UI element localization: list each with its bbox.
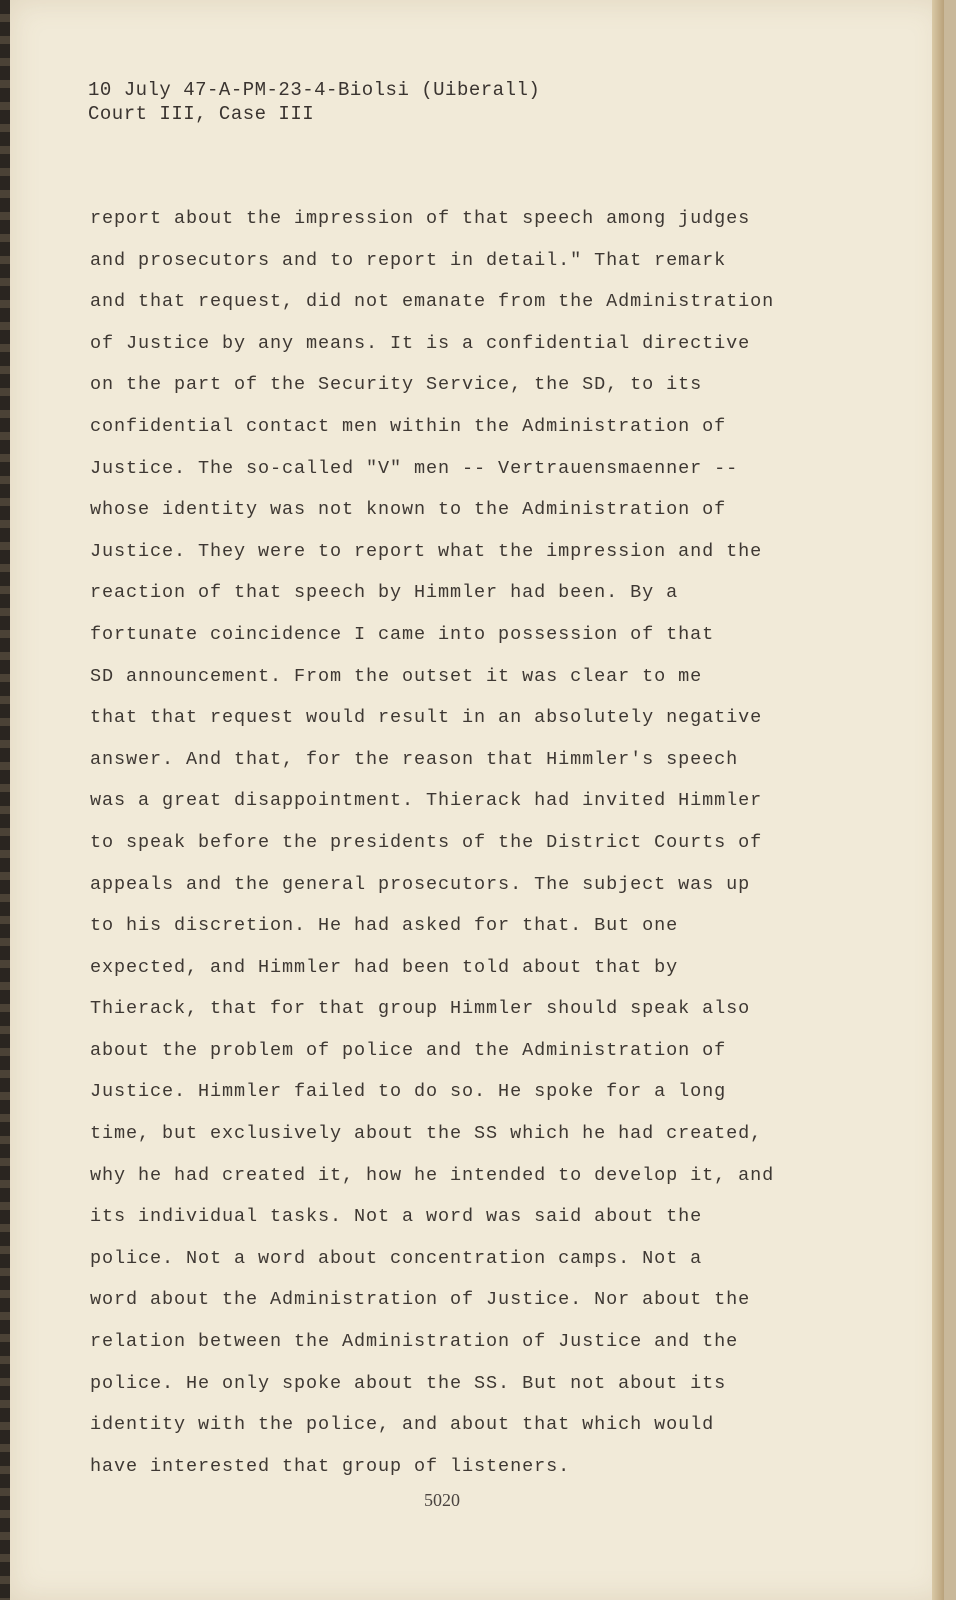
text-line: confidential contact men within the Administration of bbox=[90, 415, 727, 437]
text-line: reaction of that speech by Himmler had been. By a bbox=[90, 582, 679, 604]
page-number: 5020 bbox=[424, 1490, 460, 1510]
text-line: of Justice by any means. It is a confidential directive bbox=[90, 332, 751, 354]
document-header bbox=[88, 78, 540, 126]
text-line: appeals and the general prosecutors. The subject was up bbox=[90, 873, 751, 895]
text-line: and that request, did not emanate from the Administration bbox=[90, 291, 775, 313]
page-edge-shadow bbox=[932, 0, 944, 1600]
binding-edge bbox=[0, 0, 10, 1600]
header-line-date-reference: 10 July 47-A-PM-23-4-Biolsi (Uiberall) bbox=[88, 79, 541, 101]
text-line: whose identity was not known to the Administration of bbox=[90, 499, 727, 521]
header-line-court-case: Court III, Case III bbox=[88, 103, 315, 125]
text-line: SD announcement. From the outset it was clear to me bbox=[90, 665, 703, 687]
text-line: Justice. The so-called "V" men -- Vertrauensmaenner -- bbox=[90, 457, 739, 479]
text-line: why he had created it, how he intended to develop it, and bbox=[90, 1164, 775, 1186]
text-line: to his discretion. He had asked for that. But one bbox=[90, 915, 679, 937]
text-line: on the part of the Security Service, the SD, to its bbox=[90, 374, 703, 396]
text-line: have interested that group of listeners. bbox=[90, 1455, 571, 1477]
text-line: expected, and Himmler had been told about that by bbox=[90, 956, 679, 978]
text-line: report about the impression of that speech among judges bbox=[90, 208, 751, 229]
text-line: was a great disappointment. Thierack had invited Himmler bbox=[90, 790, 763, 812]
text-line: its individual tasks. Not a word was said about the bbox=[90, 1206, 703, 1228]
text-line: Justice. Himmler failed to do so. He spoke for a long bbox=[90, 1081, 727, 1103]
text-line: Thierack, that for that group Himmler should speak also bbox=[90, 998, 751, 1020]
text-line: answer. And that, for the reason that Himmler's speech bbox=[90, 748, 739, 770]
text-line: time, but exclusively about the SS which he had created, bbox=[90, 1123, 763, 1145]
text-line: and prosecutors and to report in detail." That remark bbox=[90, 249, 727, 271]
text-line: about the problem of police and the Administration of bbox=[90, 1039, 727, 1061]
text-line: police. Not a word about concentration camps. Not a bbox=[90, 1247, 703, 1269]
text-line: that that request would result in an absolutely negative bbox=[90, 707, 763, 729]
text-line: Justice. They were to report what the impression and the bbox=[90, 540, 763, 562]
document-page bbox=[10, 0, 944, 1600]
text-line: police. He only spoke about the SS. But not about its bbox=[90, 1372, 727, 1394]
transcript-body bbox=[90, 198, 810, 1487]
text-line: relation between the Administration of Justice and the bbox=[90, 1331, 739, 1353]
text-line: fortunate coincidence I came into possession of that bbox=[90, 623, 715, 645]
text-line: word about the Administration of Justice. Nor about the bbox=[90, 1289, 751, 1311]
text-line: identity with the police, and about that which would bbox=[90, 1414, 715, 1436]
text-line: to speak before the presidents of the District Courts of bbox=[90, 831, 763, 853]
